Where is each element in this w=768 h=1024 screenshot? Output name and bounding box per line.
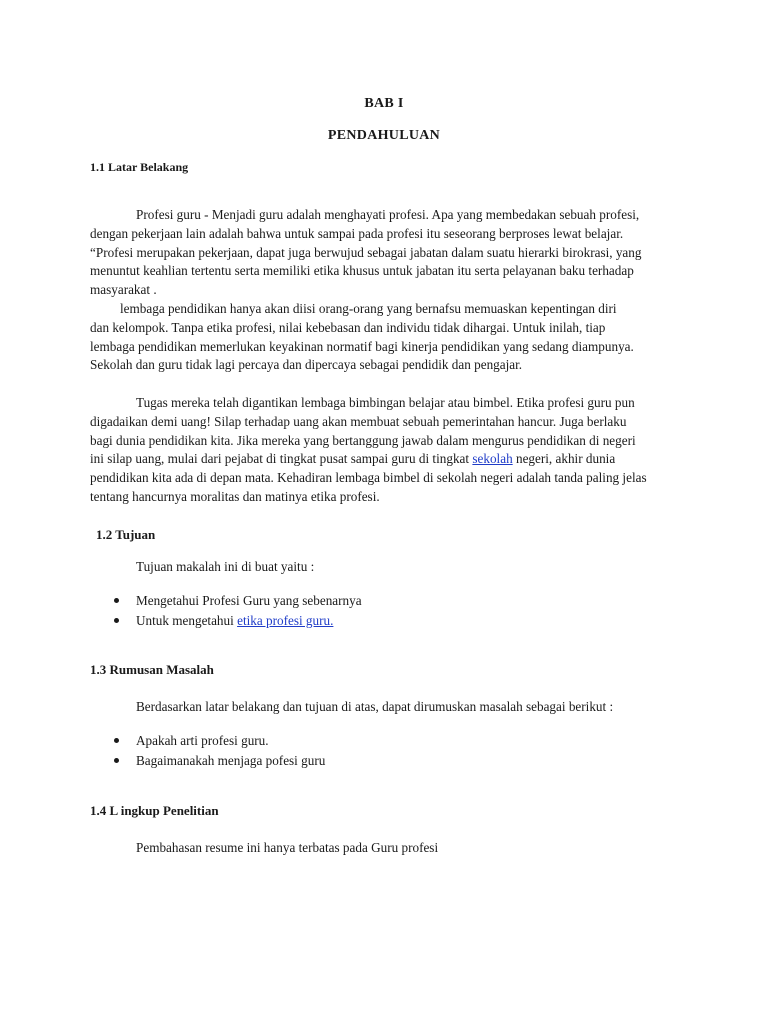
bullet-icon (114, 618, 119, 623)
tujuan-intro: Tujuan makalah ini di buat yaitu : (136, 559, 315, 574)
list-item-text: Mengetahui Profesi Guru yang sebenarnya (136, 593, 362, 608)
lingkup-text: Pembahasan resume ini hanya terbatas pada Guru profesi (136, 840, 439, 855)
paragraph-profesi-guru (90, 206, 690, 375)
etika-profesi-guru-link[interactable]: etika profesi guru. (237, 612, 334, 628)
bullet-icon (114, 738, 119, 743)
paragraph-line: digadaikan demi uang! Silap terhadap uang akan membuat sebuah pemerintahan hancur. Juga berlaku (90, 413, 627, 429)
list-item (112, 591, 362, 611)
paragraph-line: bagi dunia pendidikan kita. Jika mereka yang bertanggung jawab dalam mengurus pendidikan di negeri (90, 432, 636, 448)
list-item-text: Bagaimanakah menjaga pofesi guru (136, 752, 326, 768)
paragraph-line: Sekolah dan guru tidak lagi percaya dan dipercaya sebagai pendidik dan pengajar. (90, 357, 523, 373)
paragraph-line: dan kelompok. Tanpa etika profesi, nilai kebebasan dan individu tidak dihargai. Untuk inilah, tiap (90, 319, 606, 335)
paragraph-line (90, 450, 690, 469)
list-item (112, 731, 325, 751)
list-item (112, 751, 325, 771)
section-heading-rumusan-masalah: 1.3 Rumusan Masalah (90, 662, 214, 677)
paragraph-text: ini silap uang, mulai dari pejabat di tingkat pusat sampai guru di tingkat (90, 451, 473, 467)
section-heading-tujuan: 1.2 Tujuan (96, 527, 156, 542)
section-heading-lingkup-penelitian: 1.4 L ingkup Penelitian (90, 803, 219, 818)
list-item (112, 611, 362, 631)
sekolah-link[interactable]: sekolah (472, 451, 513, 467)
bullet-icon (114, 758, 119, 763)
paragraph-line: pendidikan kita ada di depan mata. Kehadiran lembaga bimbel di sekolah negeri adalah tanda paling jelas (90, 470, 647, 486)
bullet-icon (114, 598, 119, 603)
tujuan-list (112, 591, 362, 630)
paragraph-line: Tugas mereka telah digantikan lembaga bimbingan belajar atau bimbel. Etika profesi guru pun (136, 395, 635, 410)
paragraph-line: lembaga pendidikan memerlukan keyakinan normatif bagi kinerja pendidikan yang sedang diampunya. (90, 338, 634, 354)
rumusan-list (112, 731, 325, 770)
paragraph-line: menuntut keahlian tertentu serta memiliki etika khusus untuk jabatan itu serta pelayanan baku terhadap (90, 263, 634, 279)
list-item-text: Apakah arti profesi guru. (136, 733, 269, 748)
paragraph-line: dengan pekerjaan lain adalah bahwa untuk sampai pada profesi itu seseorang berproses lewat belajar. (90, 225, 624, 241)
paragraph-line: “Profesi merupakan pekerjaan, dapat juga berwujud sebagai jabatan dalam suatu hierarki birokrasi, yang (90, 244, 642, 260)
chapter-title: PENDAHULUAN (327, 128, 441, 143)
rumusan-intro: Berdasarkan latar belakang dan tujuan di atas, dapat dirumuskan masalah sebagai berikut : (136, 699, 614, 714)
paragraph-text: negeri, akhir dunia (512, 451, 616, 467)
paragraph-line: lembaga pendidikan hanya akan diisi orang-orang yang bernafsu memuaskan kepentingan diri (120, 300, 617, 316)
paragraph-line: masyarakat . (90, 282, 157, 298)
chapter-label: BAB I (364, 96, 404, 111)
paragraph-line: tentang hancurnya moralitas dan matinya etika profesi. (90, 488, 380, 504)
section-heading-latar-belakang: 1.1 Latar Belakang (90, 160, 189, 174)
list-item-text: Untuk mengetahui (136, 612, 238, 628)
paragraph-line: Profesi guru - Menjadi guru adalah menghayati profesi. Apa yang membedakan sebuah profesi, (136, 207, 640, 222)
paragraph-tugas-mereka (90, 394, 690, 507)
